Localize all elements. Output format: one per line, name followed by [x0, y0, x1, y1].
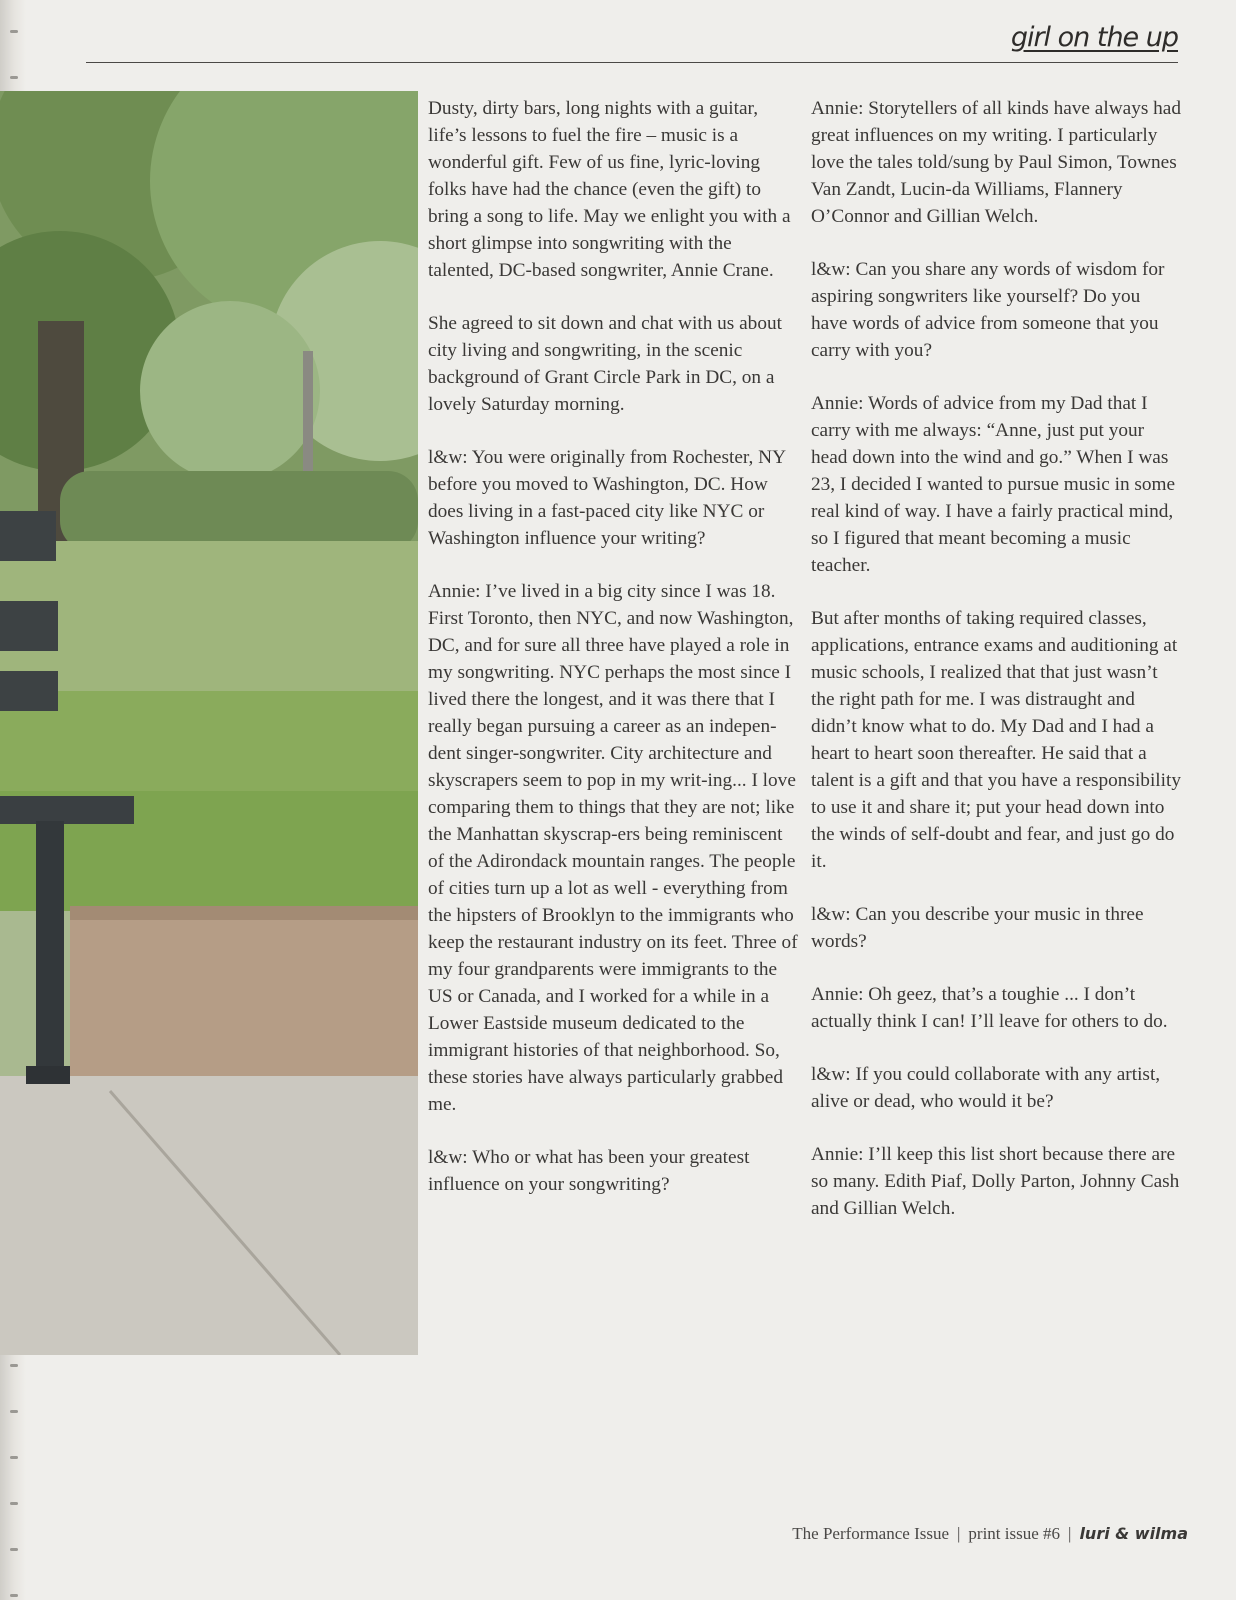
answer-advice-continued: But after months of taking required classes, applications, entrance exams and auditioning at music schools, I realized that that just wasn’t the right path for me. I was distraught and didn’t know what to do. My Dad and I had a heart to heart soon thereafter. He said that a talent is a gift and that you have a responsibility to use it and share it; put your head down into the winds of self-doubt and fear, and just go do it. — [811, 608, 1182, 872]
footer-separator: | — [957, 1524, 961, 1543]
footer-issue-name: The Performance Issue — [792, 1524, 950, 1543]
article-column-1 — [428, 95, 798, 1224]
footer-brand: luri & wilma — [1079, 1524, 1188, 1543]
header-rule — [86, 62, 1178, 63]
spiral-ring — [10, 1410, 18, 1413]
spiral-ring — [10, 76, 18, 79]
paragraph-intro: Dusty, dirty bars, long nights with a guitar, life’s lessons to fuel the fire – music is a wonderful gift. Few of us fine, lyric-loving folks have had the chance (even the gift) to bring a song to life. May we enlight you with a short glimpse into songwriting with the talented, DC-based songwriter, Annie Crane. — [428, 98, 791, 281]
answer-collaborate: Annie: I’ll keep this list short because there are so many. Edith Piaf, Dolly Parton, Johnny Cash and Gillian Welch. — [811, 1144, 1180, 1219]
spiral-ring — [10, 1594, 18, 1597]
question-three-words: l&w: Can you describe your music in three words? — [811, 904, 1144, 952]
footer-separator-2: | — [1068, 1524, 1072, 1543]
page-footer — [792, 1524, 1188, 1544]
answer-three-words: Annie: Oh geez, that’s a toughie ... I don’t actually think I can! I’ll leave for others to do. — [811, 984, 1168, 1032]
answer-influence: Annie: Storytellers of all kinds have always had great influences on my writing. I particularly love the tales told/sung by Paul Simon, Townes Van Zandt, Lucin-da Williams, Flannery O’Connor and Gillian Welch. — [811, 98, 1182, 227]
spiral-ring — [10, 1548, 18, 1551]
answer-city-living: Annie: I’ve lived in a big city since I was 18. First Toronto, then NYC, and now Washington, DC, and for sure all three have played a role in my songwriting. NYC perhaps the most since I lived there the longest, and it was there that I really began pursuing a career as an indepen-dent singer-songwriter. City architecture and skyscrapers seem to pop in my writ-ing... I love comparing them to things that they are not; like the Manhattan skyscrap-ers being reminiscent of the Adirondack mountain ranges. The people of cities turn up a lot as well - everything from the hipsters of Brooklyn to the immigrants who keep the restaurant industry on its feet. Three of my four grandparents were immigrants to the US or Canada, and I worked for a while in a Lower Eastside museum dedicated to the immigrant histories of that neighborhood. So, these stories have always particularly grabbed me. — [428, 581, 798, 1115]
spiral-ring — [10, 30, 18, 33]
question-collaborate: l&w: If you could collaborate with any artist, alive or dead, who would it be? — [811, 1064, 1161, 1112]
spiral-ring — [10, 1502, 18, 1505]
question-advice: l&w: Can you share any words of wisdom for aspiring songwriters like yourself? Do you have words of advice from someone that you carry with you? — [811, 259, 1165, 361]
question-influence: l&w: Who or what has been your greatest influence on your songwriting? — [428, 1147, 750, 1195]
article-column-2 — [811, 95, 1181, 1248]
footer-print-issue: print issue #6 — [968, 1524, 1061, 1543]
paragraph-setting: She agreed to sit down and chat with us about city living and songwriting, in the scenic background of Grant Circle Park in DC, on a lovely Saturday morning. — [428, 313, 782, 415]
section-title: girl on the up — [1010, 22, 1178, 53]
spiral-ring — [10, 1364, 18, 1367]
question-city-living: l&w: You were originally from Rochester, NY before you moved to Washington, DC. How does living in a fast-paced city like NYC or Washington influence your writing? — [428, 447, 786, 549]
spiral-ring — [10, 1456, 18, 1459]
answer-advice: Annie: Words of advice from my Dad that I carry with me always: “Anne, just put your head down into the wind and go.” When I was 23, I decided I wanted to pursue music in some real kind of way. I have a fairly practical mind, so I figured that meant becoming a music teacher. — [811, 393, 1176, 576]
park-photo — [0, 91, 418, 1355]
